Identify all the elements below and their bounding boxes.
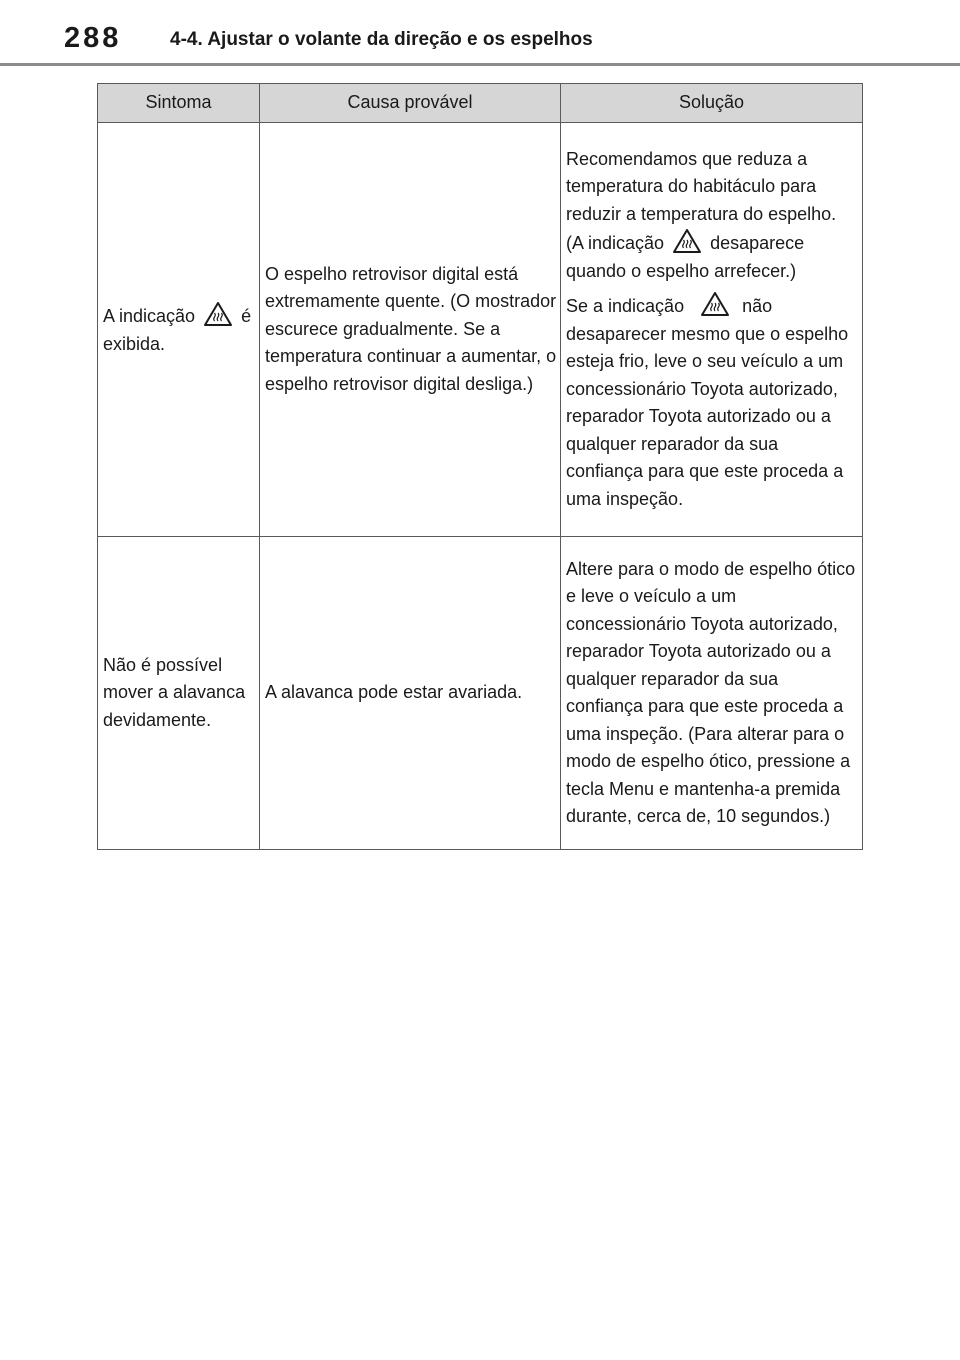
solution-text: Recomendamos que reduza a temperatura do habitáculo para reduzir a temperatura do espelho. [566, 148, 837, 224]
mirror-heat-warning-icon [700, 291, 730, 317]
solution-paragraph [566, 146, 860, 286]
solution-text: desaparece quando o espelho arrefecer.) [566, 233, 805, 281]
troubleshooting-table [97, 83, 863, 850]
symptom-cell [98, 123, 260, 537]
solution-cell: Altere para o modo de espelho ótico e leve o veículo a um concessionário Toyota autorizado, reparador Toyota autorizado ou a qualquer reparador da sua confiança para que este proceda a uma inspeção. (Para alterar para o modo de espelho ótico, pressione a tecla Menu e mantenha-a premida durante, cerca de, 10 segundos.) [561, 537, 863, 850]
mirror-heat-warning-icon [203, 301, 233, 327]
table-row [98, 537, 863, 850]
solution-text: (A indicação [566, 233, 665, 254]
page-header [0, 0, 960, 66]
solution-text: Se a indicação [566, 296, 685, 317]
solution-paragraph [566, 291, 860, 513]
solution-cell [561, 123, 863, 537]
symptom-cell: Não é possível mover a alavanca devidamente. [98, 537, 260, 850]
page-number: 288 [64, 22, 122, 54]
cause-cell: O espelho retrovisor digital está extremamente quente. (O mostrador escurece gradualmente. Se a temperatura continuar a aumentar, o espelho retrovisor digital desliga.) [260, 123, 561, 537]
header-cause: Causa provável [260, 84, 561, 123]
table-header-row [98, 84, 863, 123]
header-solution: Solução [561, 84, 863, 123]
header-rule [0, 63, 960, 66]
cause-cell: A alavanca pode estar avariada. [260, 537, 561, 850]
mirror-heat-warning-icon [672, 228, 702, 254]
header-symptom: Sintoma [98, 84, 260, 123]
section-title: 4-4. Ajustar o volante da direção e os espelhos [170, 29, 593, 50]
table-row [98, 123, 863, 537]
solution-text: não desaparecer mesmo que o espelho esteja frio, leve o seu veículo a um concessionário Toyota autorizado, reparador Toyota autorizado ou a qualquer reparador da sua confiança para que este proceda a uma inspeção. [566, 296, 849, 509]
symptom-text-after-icon: é exibida. [103, 306, 252, 354]
symptom-text-before-icon: A indicação [103, 306, 196, 326]
